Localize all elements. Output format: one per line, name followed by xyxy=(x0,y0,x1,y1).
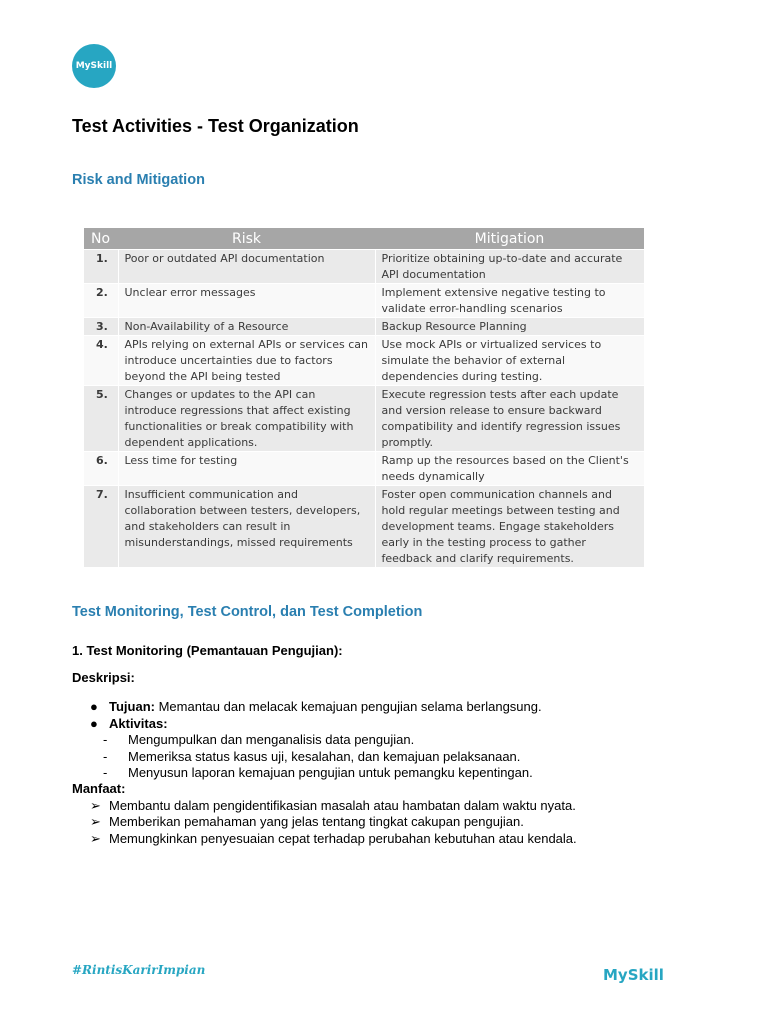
table-row xyxy=(84,336,644,386)
arrow-marker: ➢ xyxy=(90,798,101,813)
table-row xyxy=(84,386,644,452)
risk-mitigation-table xyxy=(84,228,644,567)
aktivitas-item: Mengumpulkan dan menganalisis data pengujian. xyxy=(128,732,415,747)
section-title-monitoring: Test Monitoring, Test Control, dan Test Completion xyxy=(72,604,423,620)
deskripsi-label: Deskripsi: xyxy=(72,670,135,685)
manfaat-label: Manfaat: xyxy=(72,781,126,796)
table-header-row xyxy=(84,228,644,250)
arrow-marker: ➢ xyxy=(90,831,101,846)
list-item xyxy=(90,814,524,830)
footer-logo: MySkill xyxy=(603,966,664,984)
table-row xyxy=(84,452,644,486)
list-item xyxy=(103,749,520,764)
risk-cell: Insufficient communication and collaboration between testers, developers, and stakeholders can result in misunderstandings, missed requirements xyxy=(118,486,375,568)
arrow-marker: ➢ xyxy=(90,814,101,829)
list-item xyxy=(90,716,168,731)
list-item xyxy=(103,732,414,747)
list-item xyxy=(90,831,577,847)
dash-marker: - xyxy=(103,732,108,747)
row-number: 3. xyxy=(84,318,118,336)
column-header-risk: Risk xyxy=(118,228,375,250)
row-number: 5. xyxy=(84,386,118,452)
table-row xyxy=(84,284,644,318)
row-number: 7. xyxy=(84,486,118,568)
mitigation-cell: Ramp up the resources based on the Client's needs dynamically xyxy=(375,452,644,486)
risk-cell: Less time for testing xyxy=(118,452,375,486)
column-header-no: No xyxy=(84,228,118,250)
aktivitas-item: Memeriksa status kasus uji, kesalahan, dan kemajuan pelaksanaan. xyxy=(128,749,521,764)
aktivitas-item: Menyusun laporan kemajuan pengujian untuk pemangku kepentingan. xyxy=(128,765,533,780)
list-item xyxy=(90,699,542,714)
risk-cell: Non-Availability of a Resource xyxy=(118,318,375,336)
risk-cell: Changes or updates to the API can introduce regressions that affect existing functionalities or break compatibility with dependent applications. xyxy=(118,386,375,452)
table-row xyxy=(84,318,644,336)
risk-cell: Poor or outdated API documentation xyxy=(118,250,375,284)
bullet-marker: ● xyxy=(90,716,98,731)
column-header-mitigation: Mitigation xyxy=(375,228,644,250)
manfaat-item: Memungkinkan penyesuaian cepat terhadap perubahan kebutuhan atau kendala. xyxy=(109,831,577,846)
footer-hashtag: #RintisKarirImpian xyxy=(72,963,206,977)
manfaat-item: Memberikan pemahaman yang jelas tentang tingkat cakupan pengujian. xyxy=(109,814,524,829)
dash-marker: - xyxy=(103,749,108,764)
tujuan-text: Memantau dan melacak kemajuan pengujian selama berlangsung. xyxy=(154,699,542,714)
page-title: Test Activities - Test Organization xyxy=(72,116,359,136)
mitigation-cell: Prioritize obtaining up-to-date and accurate API documentation xyxy=(375,250,644,284)
list-item xyxy=(90,798,576,814)
myskill-logo-badge xyxy=(72,44,116,88)
mitigation-cell: Foster open communication channels and hold regular meetings between testing and development teams. Engage stakeholders early in the testing process to gather feedback and clarify requirements. xyxy=(375,486,644,568)
section-title-risk: Risk and Mitigation xyxy=(72,172,205,188)
list-item xyxy=(103,765,533,780)
mitigation-cell: Backup Resource Planning xyxy=(375,318,644,336)
mitigation-cell: Execute regression tests after each update and version release to ensure backward compatibility and identify regression issues promptly. xyxy=(375,386,644,452)
dash-marker: - xyxy=(103,765,108,780)
mitigation-cell: Implement extensive negative testing to validate error-handling scenarios xyxy=(375,284,644,318)
tujuan-label: Tujuan: xyxy=(109,699,155,714)
aktivitas-label: Aktivitas: xyxy=(109,716,168,731)
row-number: 1. xyxy=(84,250,118,284)
table-row xyxy=(84,486,644,568)
row-number: 6. xyxy=(84,452,118,486)
risk-cell: Unclear error messages xyxy=(118,284,375,318)
risk-cell: APIs relying on external APIs or services can introduce uncertainties due to factors beyond the API being tested xyxy=(118,336,375,386)
bullet-marker: ● xyxy=(90,699,98,714)
table-row xyxy=(84,250,644,284)
logo-text: MySkill xyxy=(75,61,113,71)
row-number: 4. xyxy=(84,336,118,386)
manfaat-item: Membantu dalam pengidentifikasian masalah atau hambatan dalam waktu nyata. xyxy=(109,798,576,813)
subheading-test-monitoring: 1. Test Monitoring (Pemantauan Pengujian): xyxy=(72,643,343,658)
row-number: 2. xyxy=(84,284,118,318)
mitigation-cell: Use mock APIs or virtualized services to simulate the behavior of external dependencies during testing. xyxy=(375,336,644,386)
